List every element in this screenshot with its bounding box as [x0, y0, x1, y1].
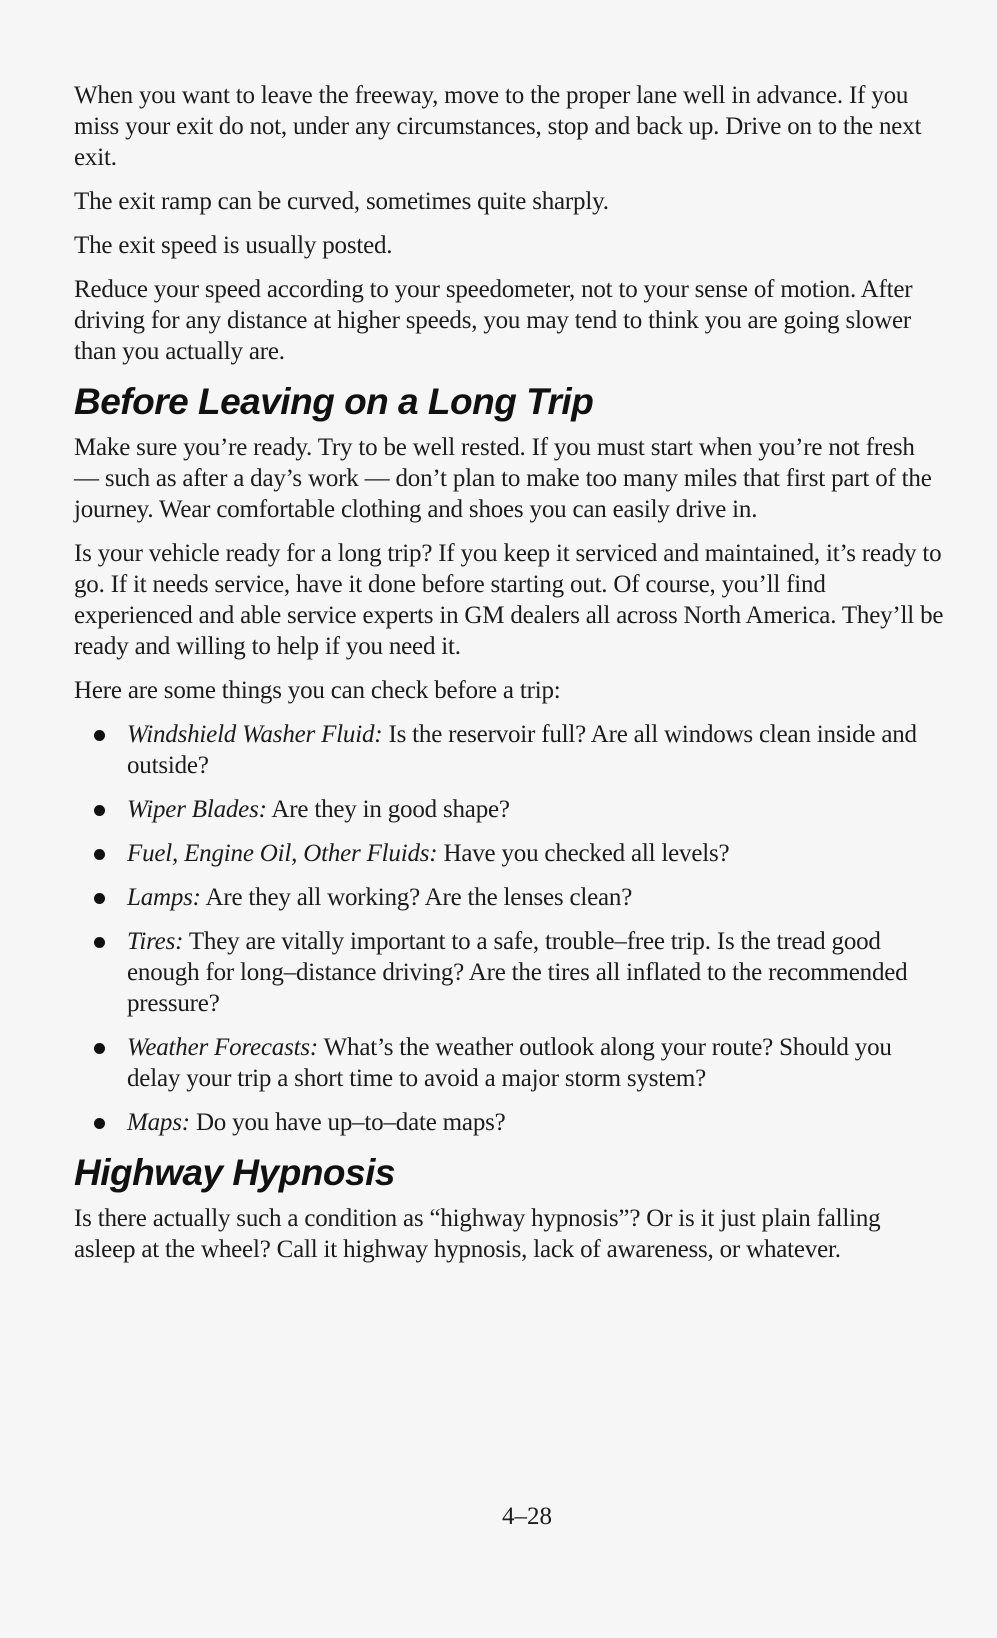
checklist-item [74, 882, 944, 913]
paragraph: Is there actually such a condition as “highway hypnosis”? Or is it just plain falling asleep at the wheel? Call it highway hypnosis, lack of awareness, or whatever. [74, 1205, 881, 1263]
checklist-item [74, 1032, 944, 1094]
checklist-text: Are they in good shape? [266, 796, 510, 823]
section-heading: Highway Hypnosis [74, 1152, 395, 1193]
checklist-text: Do you have up–to–date maps? [189, 1109, 506, 1136]
checklist-term: Fuel, Engine Oil, Other Fluids: [127, 840, 438, 867]
bullet-icon [94, 805, 105, 816]
checklist-text: Are they all working? Are the lenses clean? [200, 884, 633, 911]
freeway-exit-section [74, 80, 944, 367]
checklist-text: Is the reservoir full? Are all windows clean inside and outside? [127, 721, 917, 779]
trip-checklist [74, 719, 944, 1138]
paragraph: Reduce your speed according to your speedometer, not to your sense of motion. After driving for any distance at higher speeds, you may tend to think you are going slower than you actually are. [74, 276, 913, 365]
checklist-term: Maps: [127, 1109, 190, 1136]
long-trip-section [74, 380, 944, 1138]
highway-hypnosis-section [74, 1151, 944, 1265]
checklist-item [74, 1107, 944, 1138]
checklist-item [74, 794, 944, 825]
bullet-icon [94, 730, 105, 741]
paragraph: When you want to leave the freeway, move to the proper lane well in advance. If you miss your exit do not, under any circumstances, stop and back up. Drive on to the next exit. [74, 82, 922, 171]
checklist-term: Windshield Washer Fluid: [127, 721, 383, 748]
checklist-text: What’s the weather outlook along your route? Should you delay your trip a short time to avoid a major storm system? [127, 1034, 892, 1092]
checklist-text: Have you checked all levels? [437, 840, 730, 867]
bullet-icon [94, 1043, 105, 1054]
bullet-icon [94, 1118, 105, 1129]
checklist-text: They are vitally important to a safe, trouble–free trip. Is the tread good enough for long–distance driving? Are the tires all inflated to the recommended pressure? [127, 928, 908, 1017]
bullet-icon [94, 937, 105, 948]
page-number: 4–28 [502, 1503, 552, 1530]
checklist-item [74, 838, 944, 869]
bullet-icon [94, 849, 105, 860]
paragraph: Here are some things you can check before a trip: [74, 677, 561, 704]
checklist-term: Lamps: [127, 884, 201, 911]
checklist-item [74, 926, 944, 1019]
paragraph: The exit ramp can be curved, sometimes quite sharply. [74, 188, 609, 215]
checklist-item [74, 719, 944, 781]
paragraph: The exit speed is usually posted. [74, 232, 393, 259]
manual-page [74, 80, 944, 1278]
checklist-term: Wiper Blades: [127, 796, 267, 823]
checklist-term: Weather Forecasts: [127, 1034, 319, 1061]
paragraph: Make sure you’re ready. Try to be well rested. If you must start when you’re not fresh — such as after a day’s work — don’t plan to make too many miles that first part of the journey. Wear comfortable clothing and shoes you can easily drive in. [74, 434, 932, 523]
checklist-term: Tires: [127, 928, 184, 955]
bullet-icon [94, 893, 105, 904]
section-heading: Before Leaving on a Long Trip [74, 381, 594, 422]
paragraph: Is your vehicle ready for a long trip? If you keep it serviced and maintained, it’s ready to go. If it needs service, have it done before starting out. Of course, you’ll find experienced and able service experts in GM dealers all across North America. They’ll be ready and willing to help if you need it. [74, 540, 944, 660]
